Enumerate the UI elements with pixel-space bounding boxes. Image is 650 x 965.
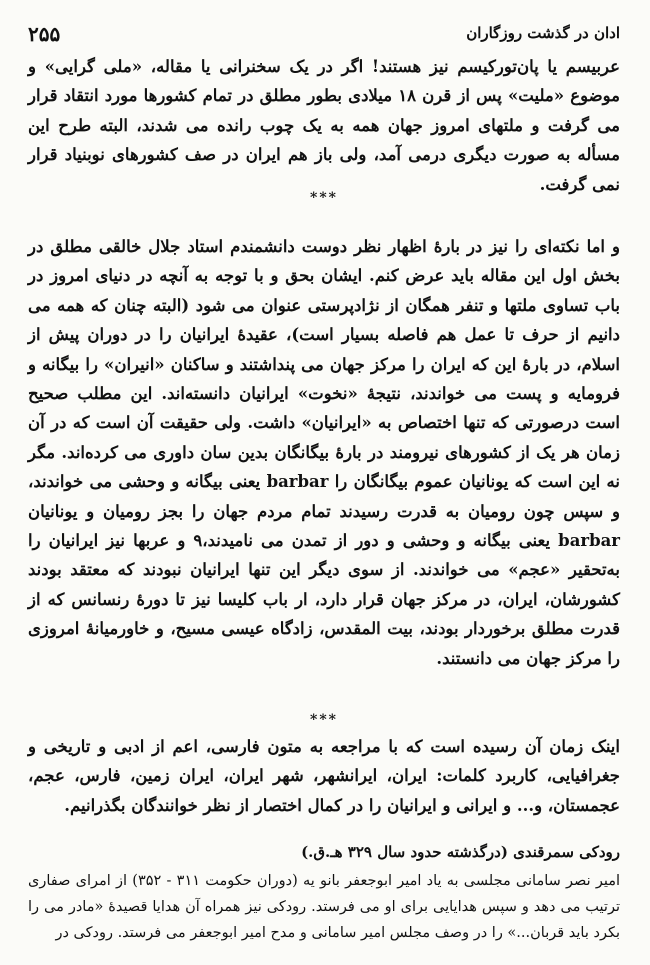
running-head: ادان در گذشت روزگاران (466, 24, 620, 42)
footnote-heading-text: رودکی سمرقندی (درگذشته حدود سال ۳۲۹ هـ.ق.) (301, 843, 620, 861)
page-header (28, 16, 620, 56)
paragraph-1-text: عربیسم یا پان‌تورکیسم نیز هستند! اگر در یک سخنرانی یا مقاله، «ملی گرایی» و موضوع «ملیت» پس از قرن ۱۸ میلادی بطور مطلق در تمام کشورها مورد انتقاد قرار می گرفت و ملتهای امروز جهان همه به یک چوب رانده می شدند، البته طرح این مسأله به صورت دیگری درمی آمد، ولی باز هم ایران در صف کشورهای نوبنیاد قرار نمی گرفت. (28, 57, 620, 194)
separator-stars: *** (310, 712, 338, 728)
page-number: ۲۵۵ (28, 22, 61, 46)
footnote (28, 868, 620, 946)
separator-stars: *** (310, 190, 338, 206)
footnote-heading (28, 840, 620, 864)
paragraph-2-text: و اما نکته‌ای را نیز در بارهٔ اظهار نظر دوست دانشمندم استاد جلال خالقی مطلق در بخش اول این مقاله باید عرض کنم. ایشان بحق و با توجه به آنچه در دنیای امروز در باب تساوی ملتها و تنفر همگان از نژادپرستی عنوان می شود (البته چنان که همه می دانیم از حرف تا عمل هم فاصله بسیار است)، عقیدهٔ ایرانیان را در دوران پیش از اسلام، در بارهٔ این که ایران را مرکز جهان می پنداشتند و ساکنان «انیران» را بیگانه و فرومایه و پست می خواندند، نتیجهٔ «نخوت» ایرانیان دانسته‌اند. این مطلب صحیح است درصورتی که تنها اختصاص به «ایرانیان» داشت. ولی حقیقت آن است که در آن زمان هر یک از کشورهای نیرومند در بارهٔ بیگانگان بدین سان داوری می کرده‌اند. مگر نه این است که یونانیان عموم بیگانگان را barbar یعنی بیگانه و وحشی می خواندند، و سپس چون رومیان به قدرت رسیدند تمام مردم جهان را بجز رومیان و یونانیان barbar یعنی بیگانه و وحشی و دور از تمدن می نامیدند،۹ و عربها نیز ایرانیان را به‌تحقیر «عجم» می خواندند. از سوی دیگر این تنها ایرانیان نبودند که معتقد بودند کشورشان، ایران، در مرکز جهان قرار دارد، ار باب کلیسا نیز تا دورهٔ رنسانس که از قدرت مطلق برخوردار بودند، بیت المقدس، زادگاه عیسی مسیح، و خاورمیانهٔ امروزی را مرکز جهان می دانستند. (28, 237, 620, 668)
paragraph-1 (28, 52, 620, 199)
paragraph-2 (28, 232, 620, 673)
footnote-text: امیر نصر سامانی مجلسی به یاد امیر ابوجعفر بانو یه (دوران حکومت ۳۱۱ - ۳۵۲) از امرای صفاری ترتیب می دهد و سپس هدایایی برای او می فرستد. رودکی نیز همراه آن هدایا قصیدهٔ «مادر می را بکرد باید قربان...» را در وصف مجلس امیر سامانی و مدح امیر ابوجعفر می فرستد. رودکی در (28, 873, 621, 941)
paragraph-3-text: اینک زمان آن رسیده است که با مراجعه به متون فارسی، اعم از ادبی و تاریخی و جغرافیایی، کاربرد کلمات: ایران، ایرانشهر، شهر ایران، ایران زمین، فارس، عجم، عجمستان، و... و ایرانی و ایرانیان را در کمال اختصار از نظر خوانندگان بگذرانیم. (28, 737, 620, 815)
paragraph-3 (28, 732, 620, 820)
